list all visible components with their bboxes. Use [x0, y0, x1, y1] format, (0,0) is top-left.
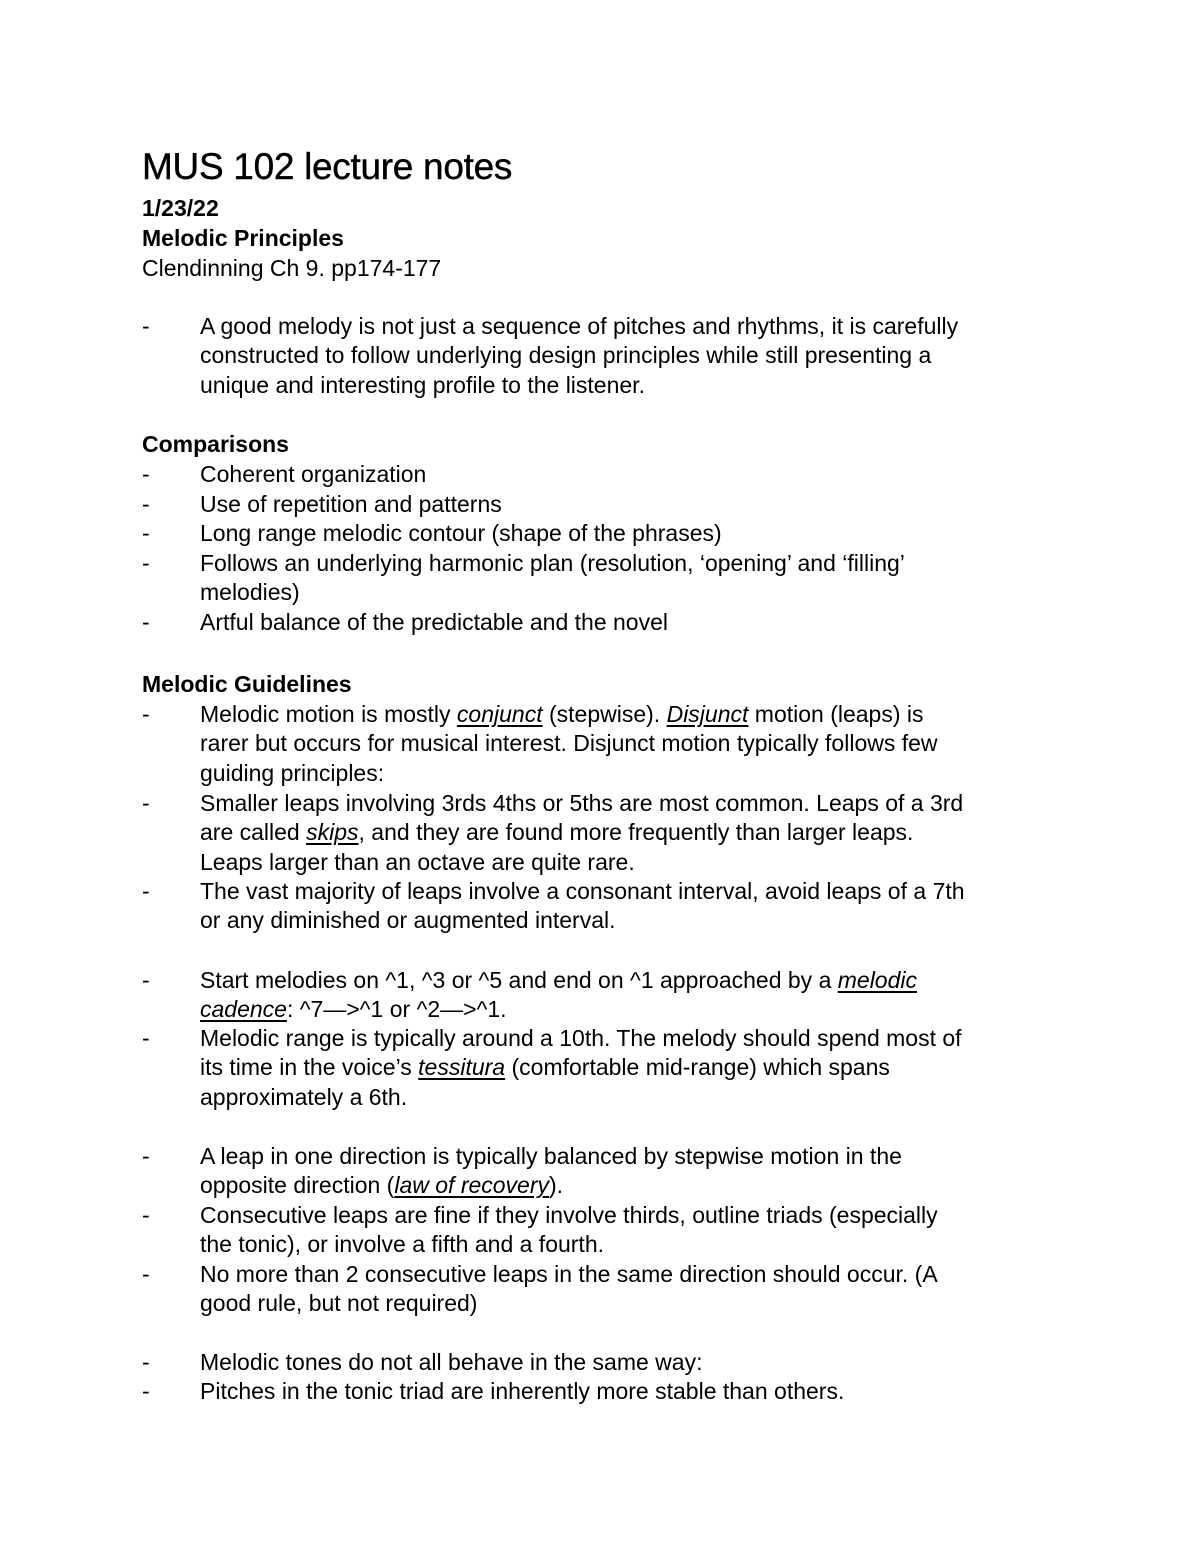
- bullet-dash: -: [142, 1025, 150, 1051]
- bullet-dash: -: [142, 313, 150, 339]
- list-item-text: (stepwise).: [542, 701, 667, 727]
- list-item-text: are called: [200, 819, 307, 846]
- bullet-dash: -: [142, 520, 150, 546]
- list-item: [200, 1348, 702, 1377]
- bullet-dash: -: [142, 967, 150, 993]
- list-item: [200, 460, 426, 489]
- bullet-dash: -: [142, 461, 150, 487]
- list-item-text: Consecutive leaps are fine if they involve thirds, outline triads (especially: [200, 1202, 938, 1228]
- list-item: [200, 700, 938, 788]
- bullet-dash: -: [142, 609, 150, 635]
- heading-melodic-guidelines: Melodic Guidelines: [142, 671, 352, 697]
- list-item-text: Melodic motion is mostly: [200, 701, 457, 727]
- reference-text: Clendinning Ch 9. pp174-177: [142, 255, 442, 281]
- date: 1/23/22: [142, 195, 219, 221]
- list-item: [200, 1024, 962, 1112]
- term-law-of-recovery: law of recovery: [394, 1172, 550, 1199]
- list-item-text: unique and interesting profile to the listener.: [200, 371, 645, 398]
- bullet-dash: -: [142, 1261, 150, 1287]
- list-item-text: Leaps larger than an octave are quite rare.: [200, 848, 635, 875]
- list-item-text: , and they are found more frequently than larger leaps.: [358, 819, 914, 846]
- list-item-text: A good melody is not just a sequence of pitches and rhythms, it is carefully: [200, 313, 959, 339]
- list-item: [200, 1377, 844, 1406]
- list-item: [200, 312, 958, 400]
- bullet-dash: -: [142, 790, 150, 816]
- term-melodic: melodic: [837, 967, 918, 993]
- term-cadence: cadence: [200, 996, 287, 1023]
- list-item: [200, 1260, 938, 1319]
- list-item-text: Artful balance of the predictable and the novel: [200, 609, 668, 635]
- list-item-text: or any diminished or augmented interval.: [200, 907, 616, 934]
- list-item-text: Melodic tones do not all behave in the same way:: [200, 1349, 703, 1375]
- list-item-text: constructed to follow underlying design principles while still presenting a: [200, 342, 932, 369]
- bullet-dash: -: [142, 550, 150, 576]
- list-item: [200, 966, 917, 1025]
- bullet-dash: -: [142, 1378, 150, 1404]
- list-item-text: A leap in one direction is typically balanced by stepwise motion in the: [200, 1143, 902, 1169]
- heading-melodic-principles: Melodic Principles: [142, 225, 344, 251]
- term-disjunct: Disjunct: [666, 701, 749, 727]
- list-item-text: guiding principles:: [200, 759, 385, 786]
- list-item-text: its time in the voice’s: [200, 1054, 419, 1081]
- list-item-text: Follows an underlying harmonic plan (resolution, ‘opening’ and ‘filling’: [200, 550, 905, 576]
- list-item-text: : ^7—>^1 or ^2—>^1.: [286, 996, 507, 1023]
- list-item-text: No more than 2 consecutive leaps in the same direction should occur. (A: [200, 1261, 938, 1287]
- list-item-text: approximately a 6th.: [200, 1083, 408, 1110]
- list-item-text: Coherent organization: [200, 461, 427, 487]
- bullet-dash: -: [142, 1202, 150, 1228]
- list-item-text: Start melodies on ^1, ^3 or ^5 and end on ^1 approached by a: [200, 967, 838, 993]
- list-item: [200, 608, 668, 637]
- list-item-text: rarer but occurs for musical interest. Disjunct motion typically follows few: [200, 730, 938, 757]
- list-item: [200, 877, 965, 936]
- bullet-dash: -: [142, 1349, 150, 1375]
- term-conjunct: conjunct: [456, 701, 543, 727]
- list-item: [200, 490, 502, 519]
- list-item: [200, 549, 905, 608]
- list-item: [200, 1142, 902, 1201]
- bullet-dash: -: [142, 878, 150, 904]
- list-item-text: ).: [549, 1172, 564, 1199]
- page-title: MUS 102 lecture notes: [142, 146, 513, 187]
- list-item-text: The vast majority of leaps involve a consonant interval, avoid leaps of a 7th: [200, 878, 965, 904]
- list-item-text: Pitches in the tonic triad are inherently more stable than others.: [200, 1378, 845, 1404]
- term-skips: skips: [306, 819, 359, 846]
- list-item: [200, 1201, 938, 1260]
- bullet-dash: -: [142, 701, 150, 727]
- list-item: [200, 789, 963, 877]
- list-item-text: the tonic), or involve a fifth and a fourth.: [200, 1231, 605, 1258]
- list-item-text: melodies): [200, 579, 300, 606]
- term-tessitura: tessitura: [418, 1054, 506, 1081]
- list-item-text: Smaller leaps involving 3rds 4ths or 5ths are most common. Leaps of a 3rd: [200, 790, 964, 816]
- list-item-text: motion (leaps) is: [748, 701, 924, 727]
- list-item: [200, 519, 722, 548]
- list-item-text: Long range melodic contour (shape of the phrases): [200, 520, 722, 546]
- list-item-text: Use of repetition and patterns: [200, 491, 502, 517]
- bullet-dash: -: [142, 1143, 150, 1169]
- list-item-text: (comfortable mid-range) which spans: [505, 1054, 890, 1081]
- heading-comparisons: Comparisons: [142, 431, 289, 457]
- list-item-text: good rule, but not required): [200, 1290, 478, 1317]
- list-item-text: opposite direction (: [200, 1172, 395, 1199]
- bullet-dash: -: [142, 491, 150, 517]
- list-item-text: Melodic range is typically around a 10th. The melody should spend most of: [200, 1025, 962, 1051]
